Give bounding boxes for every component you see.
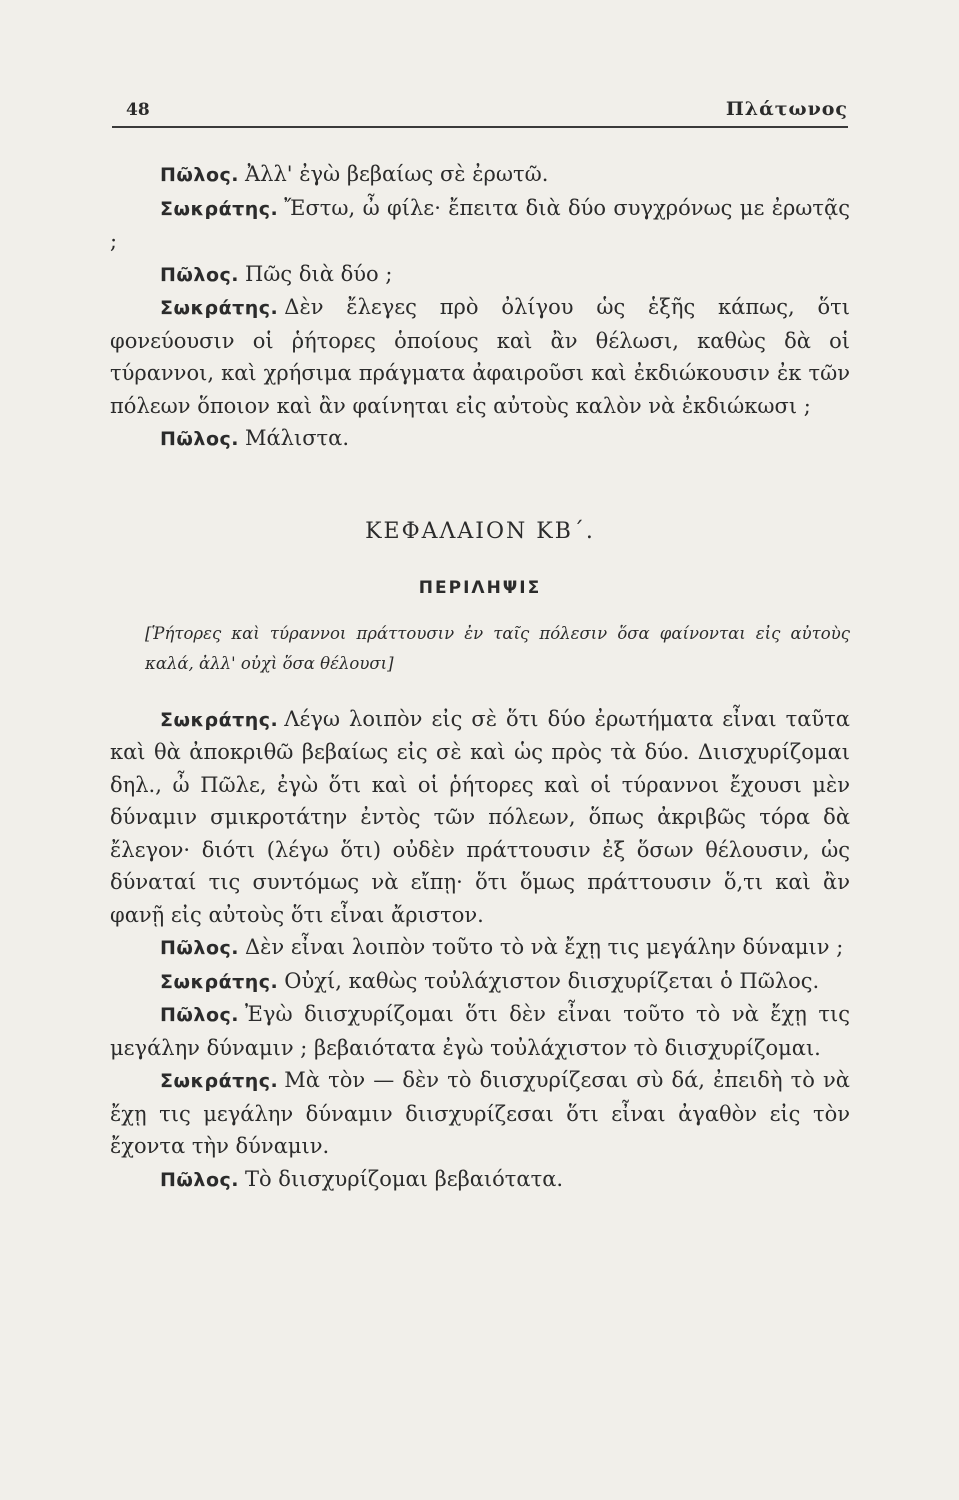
chapter-summary: [Ῥήτορες καὶ τύραννοι πράττουσιν ἐν ταῖς πόλεσιν ὅσα φαίνονται εἰς αὐτοὺς καλά, ἀλλ' οὐχὶ ὅσα θέλουσι]	[145, 623, 850, 673]
speech-text: Μὰ τὸν — δὲν τὸ διισχυρίζεσαι σὺ δά, ἐπειδὴ τὸ νὰ ἔχῃ τις μεγάλην δύναμιν διισχυρίζεσαι ὅτι εἶναι ἀγαθὸν εἰς τὸν ἔχοντα τὴν δύναμιν.	[110, 1068, 850, 1158]
page-number: 48	[126, 100, 150, 120]
speaker-name: Σωκράτης.	[160, 1070, 279, 1092]
dialogue-line	[110, 1064, 850, 1163]
speaker-name: Πῶλος.	[160, 937, 239, 959]
dialogue-line	[110, 258, 850, 292]
speaker-name: Σωκράτης.	[160, 297, 279, 319]
speech-text: Λέγω λοιπὸν εἰς σὲ ὅτι δύο ἐρωτήματα εἶναι ταῦτα καὶ θὰ ἀποκριθῶ βεβαίως εἰς σὲ καὶ ὡς πρὸς τὰ δύο. Διισχυρίζομαι δηλ., ὦ Πῶλε, ἐγὼ ὅτι καὶ οἱ ῥήτορες καὶ οἱ τύραννοι ἔχουσι μὲν δύναμιν σμικροτάτην ἐντὸς τῶν πόλεων, ὅπως ἀκριβῶς τόρα δὰ ἔλεγον· διότι (λέγω ὅτι) οὐδὲν πράττουσιν ἐξ ὅσων θέλουσιν, ὡς δύναταί τις συντόμως νὰ εἴπῃ· ὅτι ὅμως πράττουσιν ὅ,τι καὶ ἂν φανῇ εἰς αὐτοὺς ὅτι εἶναι ἄριστον.	[110, 706, 850, 927]
dialogue-line	[110, 931, 850, 965]
speaker-name: Πῶλος.	[160, 428, 239, 450]
speaker-name: Πῶλος.	[160, 164, 239, 186]
page-body	[110, 158, 850, 1196]
page-header	[112, 98, 848, 128]
speech-text: Ἔστω, ὦ φίλε· ἔπειτα διὰ δύο συγχρόνως με ἐρωτᾷς ;	[110, 195, 850, 253]
running-title: Πλάτωνος	[725, 98, 848, 120]
speech-text: Τὸ διισχυρίζομαι βεβαιότατα.	[244, 1166, 564, 1191]
dialogue-line	[110, 422, 850, 456]
speaker-name: Πῶλος.	[160, 263, 239, 286]
speaker-name: Σωκράτης.	[160, 970, 279, 993]
speech-text: Δὲν ἔλεγες πρὸ ὀλίγου ὡς ἑξῆς κάπως, ὅτι φονεύουσιν οἱ ῥήτορες ὁποίους καὶ ἂν θέλωσι, καθὼς δὰ οἱ τύραννοι, καὶ χρήσιμα πράγματα ἀφαιροῦσι καὶ ἐκδιώκουσιν ἐκ τῶν πόλεων ὅποιον καὶ ἂν φαίνηται εἰς αὐτοὺς καλὸν νὰ ἐκδιώκωσι ;	[110, 295, 850, 418]
chapter-heading: ΚΕΦΑΛΑΙΟΝ ΚΒ΄.	[365, 518, 595, 544]
dialogue-line	[110, 158, 850, 192]
speaker-name: Σωκράτης.	[160, 708, 279, 731]
speaker-name: Σωκράτης.	[160, 197, 279, 220]
summary-title: ΠΕΡΙΛΗΨΙΣ	[418, 578, 542, 598]
dialogue-line	[110, 703, 850, 932]
speaker-name: Πῶλος.	[160, 1004, 239, 1026]
dialogue-line	[110, 998, 850, 1064]
speech-text: Μάλιστα.	[244, 426, 350, 450]
dialogue-line	[110, 291, 850, 422]
speech-text: Οὐχί, καθὼς τοὐλάχιστον διισχυρίζεται ὁ Πῶλος.	[284, 968, 820, 993]
speech-text: Ἀλλ' ἐγὼ βεβαίως σὲ ἐρωτῶ.	[244, 162, 549, 186]
speech-text: Ἐγὼ διισχυρίζομαι ὅτι δὲν εἶναι τοῦτο τὸ νὰ ἔχῃ τις μεγάλην δύναμιν ; βεβαιότατα ἐγὼ τοὐλάχιστον τὸ διισχυρίζομαι.	[110, 1002, 850, 1060]
dialogue-line	[110, 192, 850, 258]
speech-text: Δὲν εἶναι λοιπὸν τοῦτο τὸ νὰ ἔχῃ τις μεγάλην δύναμιν ;	[244, 935, 844, 959]
dialogue-line	[110, 965, 850, 999]
speech-text: Πῶς διὰ δύο ;	[244, 261, 393, 286]
dialogue-line	[110, 1163, 850, 1197]
speaker-name: Πῶλος.	[160, 1168, 239, 1191]
